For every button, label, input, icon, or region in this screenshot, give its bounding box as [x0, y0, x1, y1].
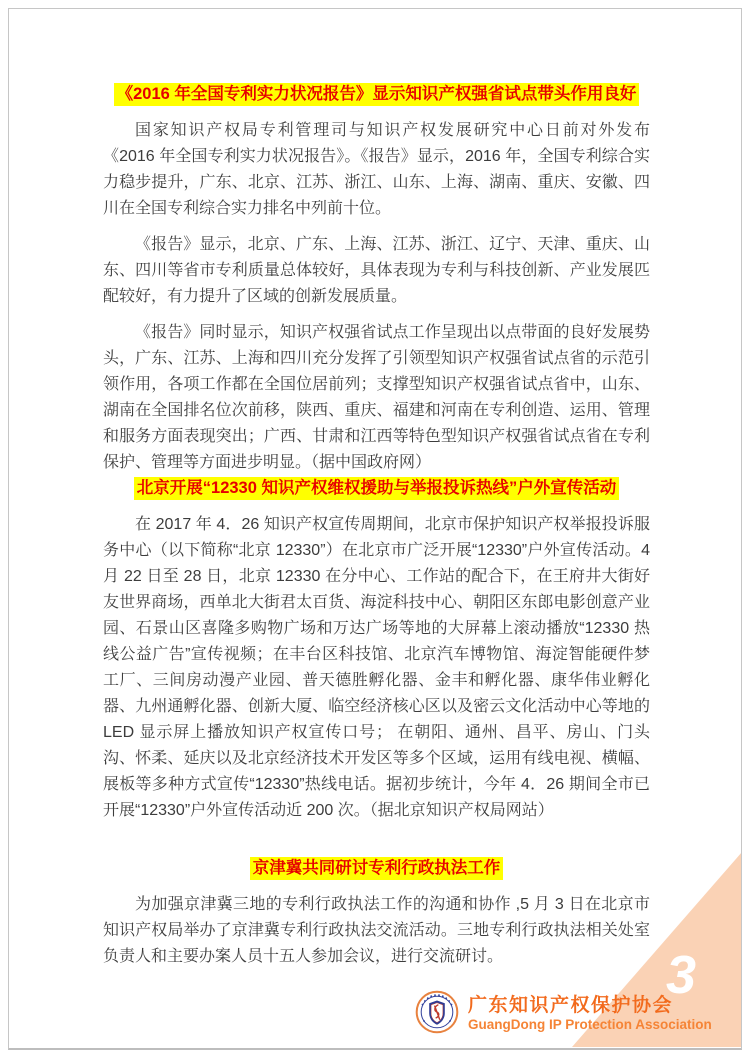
section-title-row — [103, 83, 650, 106]
body-paragraph: 《报告》同时显示，知识产权强省试点工作呈现出以点带面的良好发展势头，广东、江苏、上海和四川充分发挥了引领型知识产权强省试点省的示范引领作用，各项工作都在全国位居前列；支撑型知识产权强省试点省中，山东、湖南在全国排名位次前移，陕西、重庆、福建和河南在专利创造、运用、管理和服务方面表现突出；广西、甘肃和江西等特色型知识产权强省试点省在专利保护、管理等方面进步明显。（据中国政府网） — [103, 324, 650, 471]
article-section-3 — [103, 857, 650, 970]
body-paragraph: 在 2017 年 4．26 知识产权宣传周期间，北京市保护知识产权举报投诉服务中心（以下简称“北京 12330”）在北京市广泛开展“12330”户外宣传活动。4 月 22 日至 28 日，北京 12330 在分中心、工作站的配合下，在王府井大街好友世界商场，西单北大街君太百货、海淀科技中心、朝阳区东郎电影创意产业园、石景山区喜隆多购物广场和万达广场等地的大屏幕上滚动播放“12330 热线公益广告”宣传视频；在丰台区科技馆、北京汽车博物馆、海淀智能硬件梦工厂、三间房动漫产业园、普天德胜孵化器、金丰和孵化器、康华伟业孵化器、九州通孵化器、创新大厦、临空经济核心区以及密云文化活动中心等地的 LED 显示屏上播放知识产权宣传口号； 在朝阳、通州、昌平、房山、门头沟、怀柔、延庆以及北京经济技术开发区等多个区域，运用有线电视、横幅、展板等多种方式宣传“12330”热线电话。据初步统计，今年 4．26 期间全市已开展“12330”户外宣传活动近 200 次。（据北京知识产权局网站） — [103, 516, 650, 819]
org-name-chinese: 广东知识产权保护协会 — [468, 995, 674, 1016]
article-section-1 — [103, 83, 650, 476]
section-title-row — [103, 477, 650, 500]
body-paragraph: 国家知识产权局专利管理司与知识产权发展研究中心日前对外发布《2016 年全国专利实力状况报告》。《报告》显示，2016 年，全国专利综合实力稳步提升，广东、北京、江苏、浙江、山东、上海、湖南、重庆、安徽、四川在全国专利综合实力排名中列前十位。 — [103, 122, 650, 217]
section-title: 《2016 年全国专利实力状况报告》显示知识产权强省试点带头作用良好 — [114, 83, 640, 106]
article-section-2 — [103, 477, 650, 824]
org-name-english: GuangDong IP Protection Association — [468, 1017, 712, 1032]
page-number: 3 — [666, 945, 697, 1005]
body-paragraph: 《报告》显示，北京、广东、上海、江苏、浙江、辽宁、天津、重庆、山东、四川等省市专利质量总体较好，具体表现为专利与科技创新、产业发展匹配较好，有力提升了区域的创新发展质量。 — [103, 236, 650, 305]
section-title-row — [103, 857, 650, 880]
body-paragraph: 为加强京津冀三地的专利行政执法工作的沟通和协作 ,5 月 3 日在北京市知识产权局举办了京津冀专利行政执法交流活动。三地专利行政执法相关处室负责人和主要办案人员十五人参加会议，进行交流研讨。 — [103, 896, 650, 965]
section-title: 京津冀共同研讨专利行政执法工作 — [250, 857, 504, 880]
association-emblem-icon — [415, 990, 459, 1034]
section-title: 北京开展“12330 知识产权维权援助与举报投诉热线”户外宣传活动 — [134, 477, 619, 500]
